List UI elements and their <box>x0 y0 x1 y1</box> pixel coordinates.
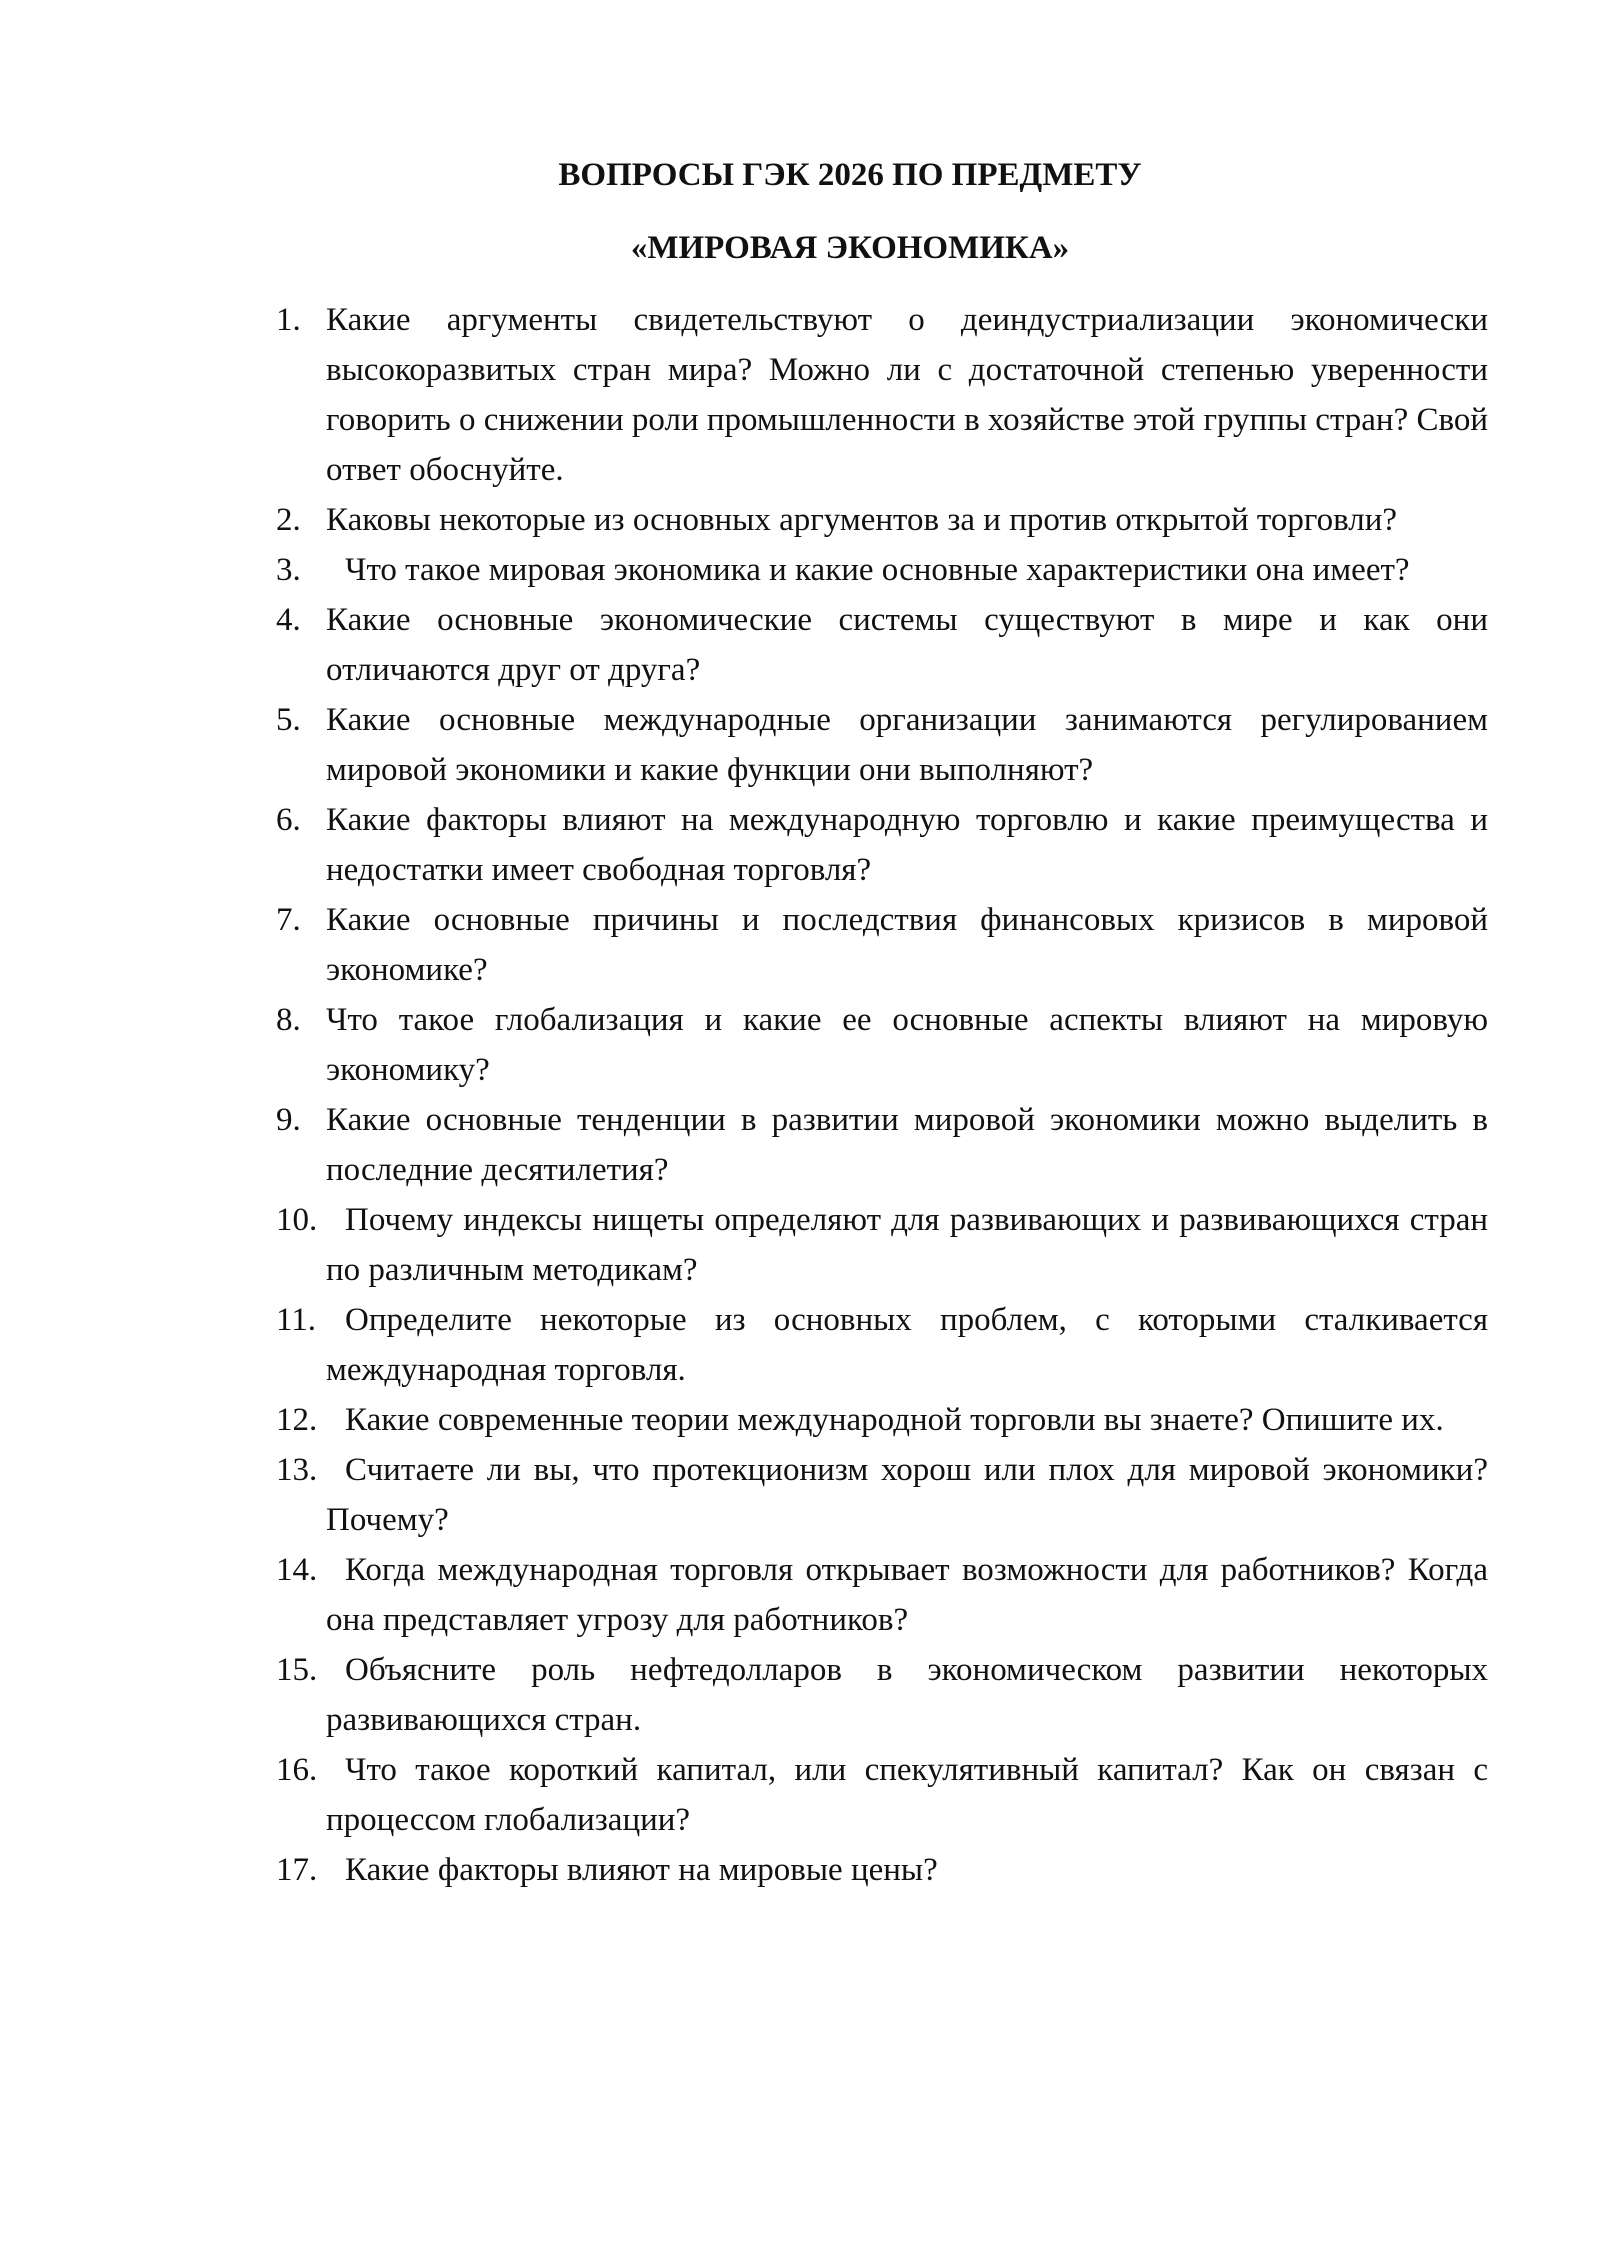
question-item <box>276 895 1488 995</box>
question-number: 9. <box>276 1102 301 1138</box>
question-number: 1. <box>276 302 301 338</box>
question-text: Определите некоторые из основных проблем, с которыми сталкивается международная торговля. <box>326 1302 1488 1388</box>
question-item <box>276 795 1488 895</box>
question-number: 15. <box>276 1652 318 1688</box>
question-text: Объясните роль нефтедолларов в экономическом развитии некоторых развивающихся стран. <box>326 1652 1488 1738</box>
question-number: 13. <box>276 1452 318 1488</box>
question-text: Какие основные причины и последствия финансовых кризисов в мировой экономике? <box>326 902 1488 988</box>
question-item <box>276 1845 1488 1895</box>
question-item <box>276 1195 1488 1295</box>
question-text: Считаете ли вы, что протекционизм хорош или плох для мировой экономики? Почему? <box>326 1452 1488 1538</box>
question-item <box>276 1745 1488 1845</box>
question-text: Какие основные тенденции в развитии мировой экономики можно выделить в последние десятилетия? <box>326 1102 1488 1188</box>
question-item <box>276 545 1488 595</box>
question-number: 8. <box>276 1002 301 1038</box>
question-item <box>276 1645 1488 1745</box>
question-text: Что такое глобализация и какие ее основные аспекты влияют на мировую экономику? <box>326 1002 1488 1088</box>
question-number: 3. <box>276 552 301 588</box>
question-number: 17. <box>276 1852 318 1888</box>
question-number: 2. <box>276 502 301 538</box>
question-text: Какие факторы влияют на международную торговлю и какие преимущества и недостатки имеет свободная торговля? <box>326 802 1488 888</box>
question-number: 5. <box>276 702 301 738</box>
question-number: 4. <box>276 602 301 638</box>
question-item <box>276 595 1488 695</box>
question-text: Какие факторы влияют на мировые цены? <box>345 1852 938 1888</box>
question-number: 6. <box>276 802 301 838</box>
question-text: Каковы некоторые из основных аргументов за и против открытой торговли? <box>326 502 1398 538</box>
question-number: 11. <box>276 1302 317 1338</box>
question-text: Какие аргументы свидетельствуют о деиндустриализации экономически высокоразвитых стран мира? Можно ли с достаточной степенью уверенности говорить о снижении роли промышленности в хозяйстве этой группы стран? Свой ответ обоснуйте. <box>326 302 1488 488</box>
question-item <box>276 495 1488 545</box>
question-item <box>276 1545 1488 1645</box>
question-item <box>276 1295 1488 1395</box>
question-text: Какие основные международные организации занимаются регулированием мировой экономики и какие функции они выполняют? <box>326 702 1488 788</box>
document-subject: «МИРОВАЯ ЭКОНОМИКА» <box>630 230 1070 266</box>
question-item <box>276 1445 1488 1545</box>
question-text: Почему индексы нищеты определяют для развивающих и развивающихся стран по различным методикам? <box>326 1202 1488 1288</box>
question-number: 14. <box>276 1552 318 1588</box>
questions-list <box>276 295 1488 1895</box>
question-text: Когда международная торговля открывает возможности для работников? Когда она представляет угрозу для работников? <box>326 1552 1488 1638</box>
question-item <box>276 1395 1488 1445</box>
document-title: ВОПРОСЫ ГЭК 2026 ПО ПРЕДМЕТУ <box>558 157 1142 193</box>
question-number: 16. <box>276 1752 318 1788</box>
question-item <box>276 295 1488 495</box>
question-text: Какие современные теории международной торговли вы знаете? Опишите их. <box>345 1402 1444 1438</box>
question-number: 12. <box>276 1402 318 1438</box>
question-text: Какие основные экономические системы существуют в мире и как они отличаются друг от друга? <box>326 602 1488 688</box>
question-text: Что такое короткий капитал, или спекулятивный капитал? Как он связан с процессом глобализации? <box>326 1752 1488 1838</box>
question-number: 10. <box>276 1202 318 1238</box>
question-text: Что такое мировая экономика и какие основные характеристики она имеет? <box>345 552 1410 588</box>
question-item <box>276 995 1488 1095</box>
question-item <box>276 695 1488 795</box>
question-number: 7. <box>276 902 301 938</box>
question-item <box>276 1095 1488 1195</box>
